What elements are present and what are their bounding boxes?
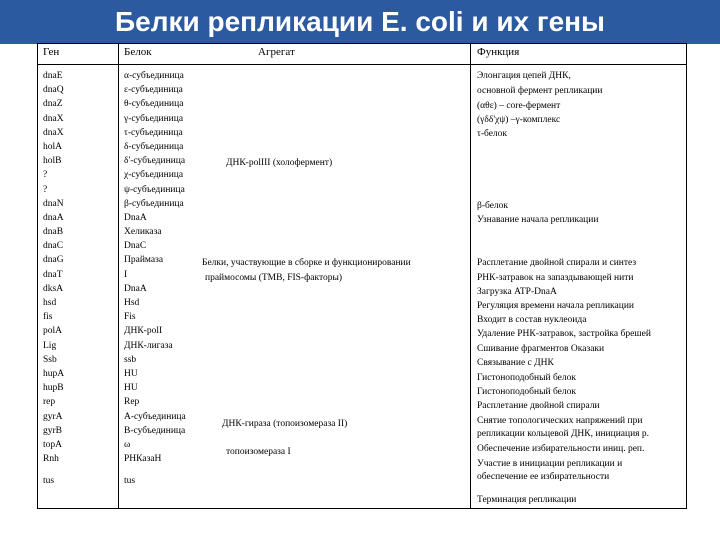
protein-cell: DnaA [124,212,147,223]
function-text: Снятие топологических напряжений при [477,416,643,426]
protein-cell: γ-субъединица [124,113,184,124]
function-text: РНК-затравок на запаздывающей нити [477,273,634,283]
function-text: Гистоноподобный белок [477,387,576,397]
function-text: Терминация репликации [477,495,577,505]
protein-cell: I [124,269,128,280]
gene-cell: tus [43,476,55,487]
aggregate-topo1: топоизомераза I [226,447,291,457]
protein-cell: τ-субъединица [124,127,183,138]
function-text: τ-белок [477,129,508,139]
gene-cell: holA [43,141,62,152]
gene-cell: dnaE [43,71,63,81]
function-text: Регуляция времени начала репликации [477,301,634,311]
protein-cell: α-субъединица [124,71,184,81]
function-text: репликации кольцевой ДНК, инициация р. [477,429,650,439]
gene-cell: dnaZ [43,99,63,110]
function-text: Входит в состав нуклеоида [477,315,587,325]
function-text: Расплетание двойной спирали и синтез [477,258,637,268]
protein-cell: θ-субъединица [124,99,184,110]
gene-cell: dnaG [43,255,64,266]
protein-cell: ψ-субъединица [124,184,185,195]
gene-cell: dnaX [43,113,64,124]
aggregate-primosome: праймосомы (TMB, FIS-факторы) [205,273,343,283]
gene-cell: polA [43,326,62,337]
gene-cell: Ssb [43,354,57,365]
gene-cell: hupB [43,383,64,394]
gene-cell: rep [43,397,56,408]
column-divider [118,43,119,509]
protein-cell: ДНК-лигаза [124,340,173,351]
gene-cell: ? [43,170,48,181]
protein-cell: Хеликаза [124,227,162,238]
gene-cell: dnaB [43,227,64,238]
protein-cell: DnaA [124,283,147,294]
gene-cell: hupA [43,368,65,379]
function-text: Расплетание двойной спирали [477,401,600,411]
function-text: Загрузка ATP-DnaA [477,287,557,297]
header-divider [37,64,687,65]
gene-cell: Lig [43,340,57,351]
gene-cell: dnaN [43,198,64,209]
protein-cell: HU [124,383,138,394]
function-text: Узнавание начала репликации [477,215,599,225]
protein-cell: ДНК-polI [124,326,163,337]
protein-column [124,69,186,488]
header-function: Функция [477,46,520,58]
gene-cell: topA [43,439,62,450]
column-divider [470,43,471,509]
protein-cell: δ-субъединица [124,141,184,152]
protein-cell: А-субъединица [124,411,186,422]
function-text: Элонгация цепей ДНК, [477,71,571,81]
gene-column [43,69,64,488]
protein-cell: Fis [124,312,136,323]
gene-cell: ? [43,184,48,195]
gene-cell: dnaQ [43,85,64,96]
function-text: Связывание с ДНК [477,358,554,368]
gene-cell: holB [43,156,62,167]
function-text: основной фермент репликации [477,86,603,96]
gene-cell: Rnh [43,454,59,465]
protein-cell: В-субъединица [124,425,186,436]
protein-cell: Праймаза [124,255,164,266]
aggregate-primosome: Белки, участвующие в сборке и функционировании [202,258,411,268]
protein-cell: δ'-субъединица [124,156,186,167]
protein-cell: tus [124,476,136,487]
header-aggregate: Агрегат [258,46,295,58]
gene-cell: dnaX [43,127,64,138]
page-title: Белки репликации E. coli и их гены [115,6,605,37]
protein-cell: ω [124,439,131,450]
function-text: обеспечение ее избирательности [477,472,610,482]
function-text: Сшивание фрагментов Оказаки [477,344,605,354]
function-text: β-белок [477,201,509,211]
aggregate-gyrase: ДНК-гираза (топоизомераза II) [222,419,348,429]
gene-cell: dnaC [43,241,64,252]
protein-cell: χ-субъединица [124,170,184,181]
gene-cell: hsd [43,298,57,308]
gene-cell: gyrB [43,425,62,436]
header-protein: Белок [124,46,152,58]
protein-cell: РНКазаН [124,454,162,465]
function-text: (αθε) – core-фермент [477,101,561,111]
function-text: Обеспечение избирательности иниц. реп. [477,444,645,454]
gene-cell: fis [43,312,53,323]
function-text: Участие в инициации репликации и [477,459,623,469]
protein-cell: DnaC [124,241,147,252]
function-text: Гистоноподобный белок [477,373,576,383]
protein-cell: ssb [124,354,137,365]
protein-cell: HU [124,368,138,379]
protein-cell: Hsd [124,298,140,308]
gene-cell: dnaA [43,212,64,223]
protein-cell: β-субъединица [124,198,184,209]
header-gene: Ген [43,46,60,58]
gene-cell: gyrA [43,411,63,422]
gene-cell: dnaT [43,269,63,280]
function-text: (γδδ'χψ) –γ-комплекс [477,115,561,125]
aggregate-pol3: ДНК-polIII (холофермент) [226,158,333,168]
protein-cell: ε-субъединица [124,85,183,96]
function-text: Удаление РНК-затравок, застройка брешей [477,329,651,339]
protein-cell: Rep [124,397,140,408]
gene-cell: dksA [43,283,64,294]
